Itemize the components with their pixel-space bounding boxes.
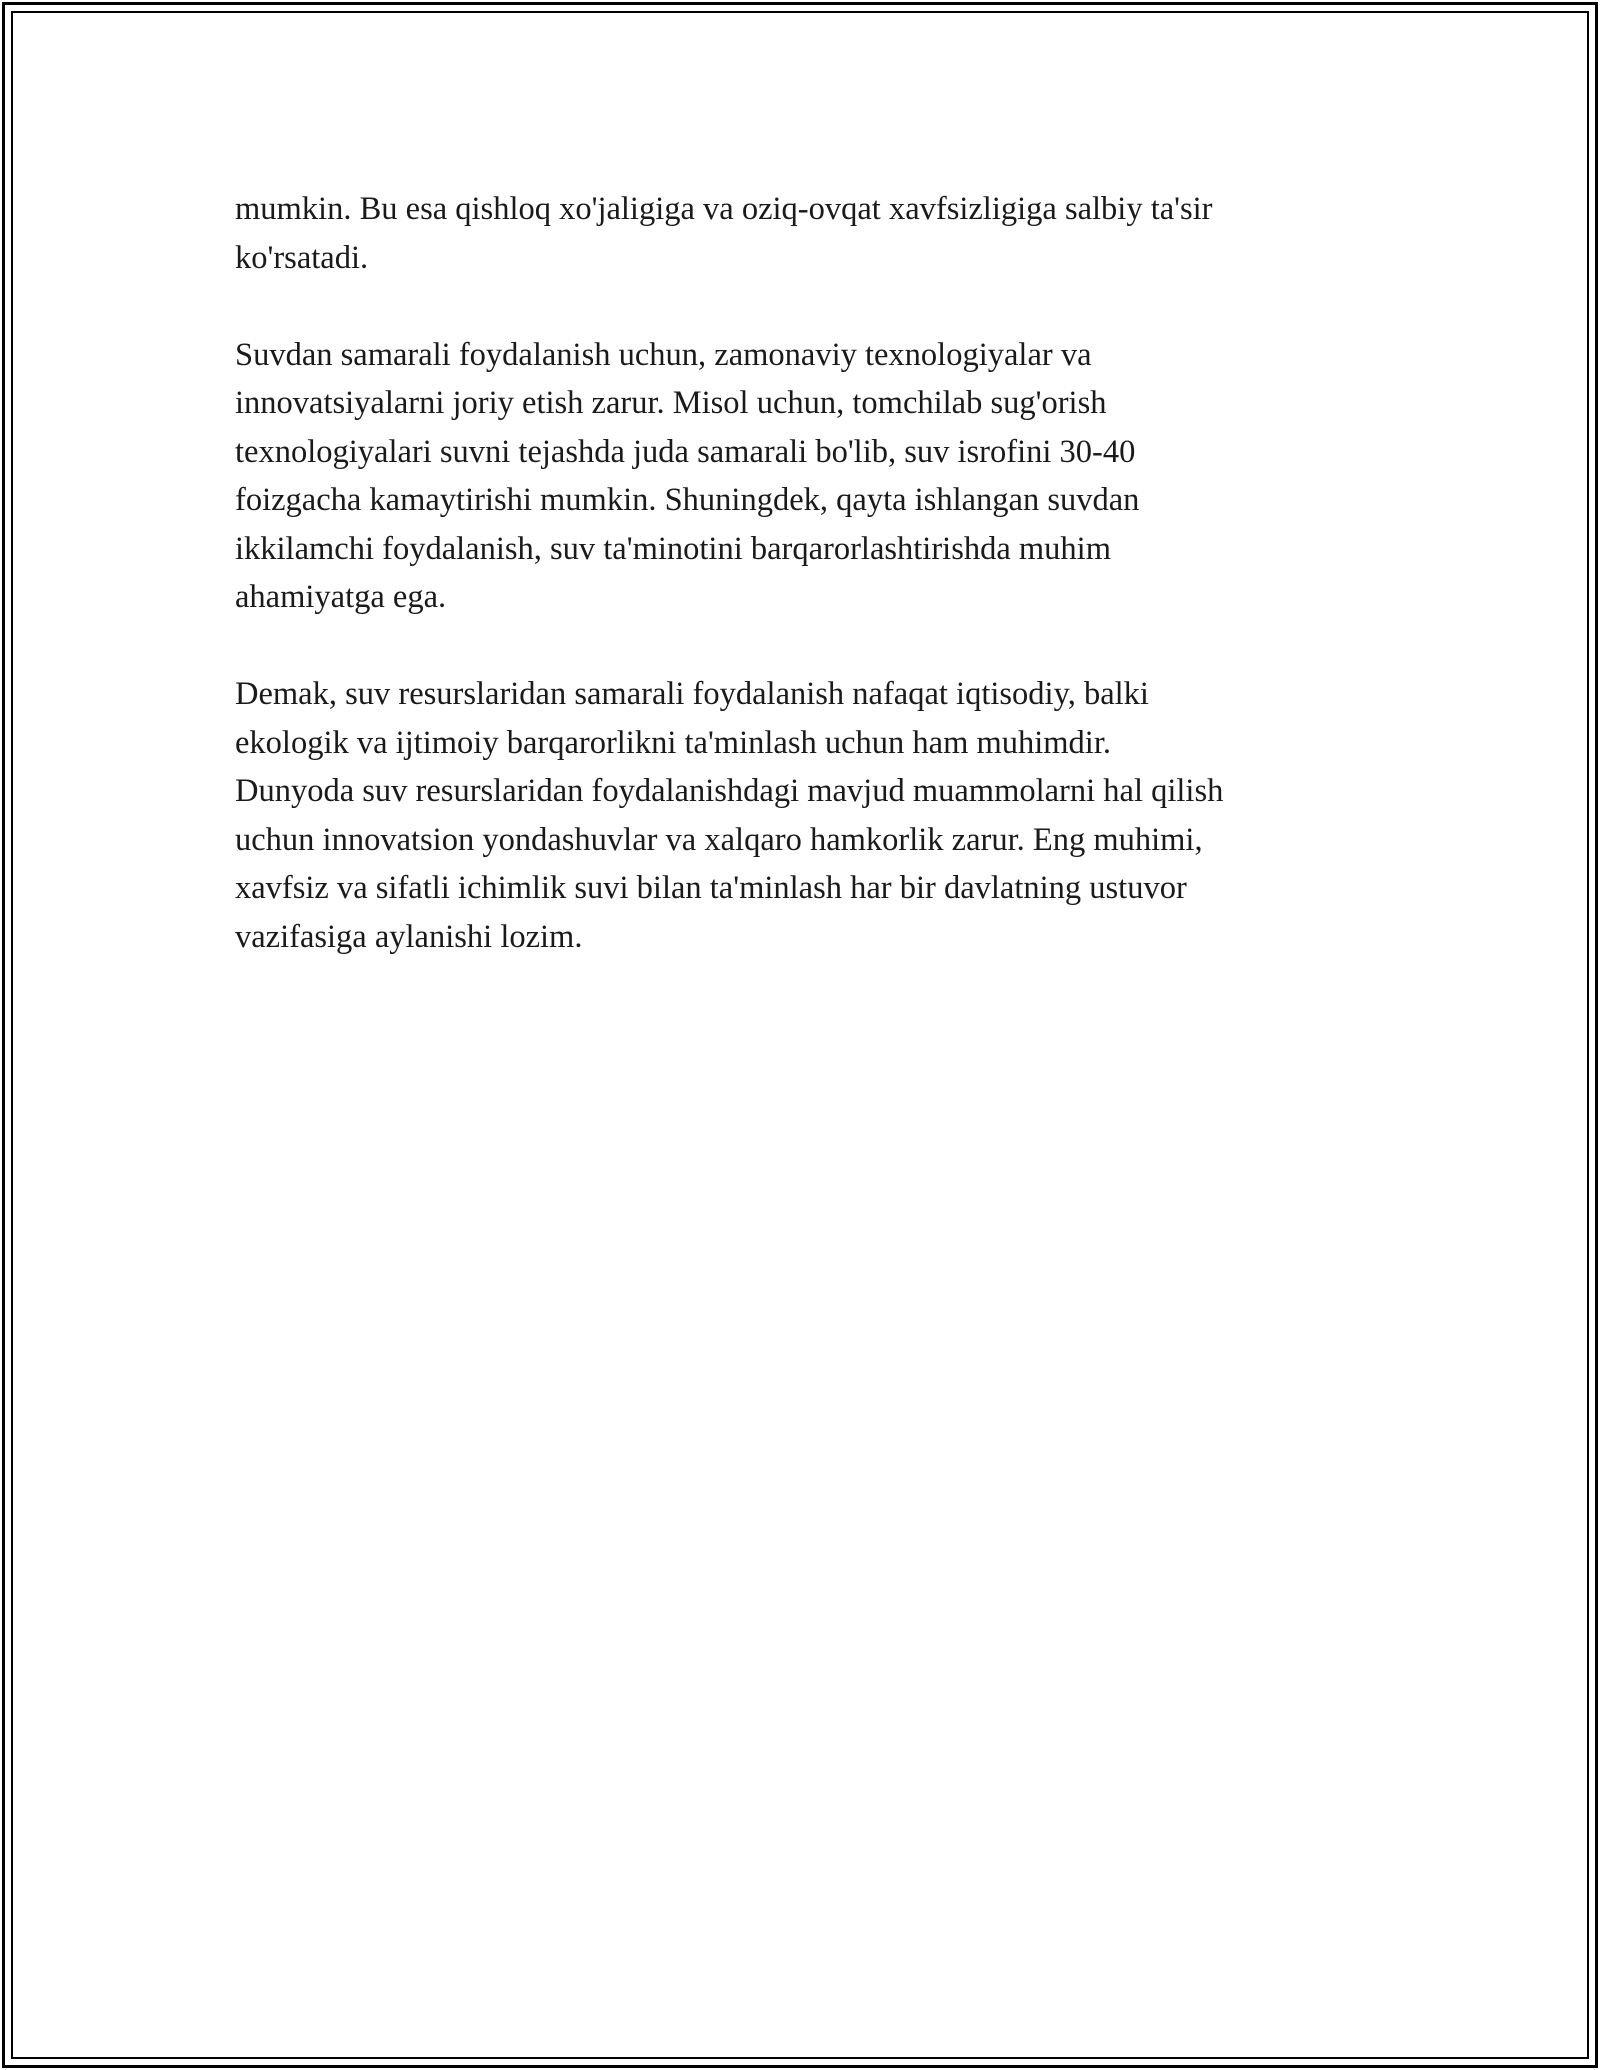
document-body (235, 185, 1375, 1010)
paragraph-3: Demak, suv resurslaridan samarali foydalanish nafaqat iqtisodiy, balki ekologik va ijtimoiy barqarorlikni ta'minlash uchun ham muhimdir. Dunyoda suv resurslaridan foydalanishdagi mavjud muammolarni hal qilish uchun innovatsion yondashuvlar va xalqaro hamkorlik zarur. Eng muhimi, xavfsiz va sifatli ichimlik suvi bilan ta'minlash har bir davlatning ustuvor vazifasiga aylanishi lozim. (235, 676, 1224, 955)
paragraph-2: Suvdan samarali foydalanish uchun, zamonaviy texnologiyalar va innovatsiyalarni joriy etish zarur. Misol uchun, tomchilab sug'orish texnologiyalari suvni tejashda juda samarali bo'lib, suv isrofini 30-40 foizgacha kamaytirishi mumkin. Shuningdek, qayta ishlangan suvdan ikkilamchi foydalanish, suv ta'minotini barqarorlashtirishda muhim ahamiyatga ega. (235, 336, 1140, 615)
paragraph-1: mumkin. Bu esa qishloq xo'jaligiga va oziq-ovqat xavfsizligiga salbiy ta'sir ko'rsatadi. (235, 191, 1213, 276)
